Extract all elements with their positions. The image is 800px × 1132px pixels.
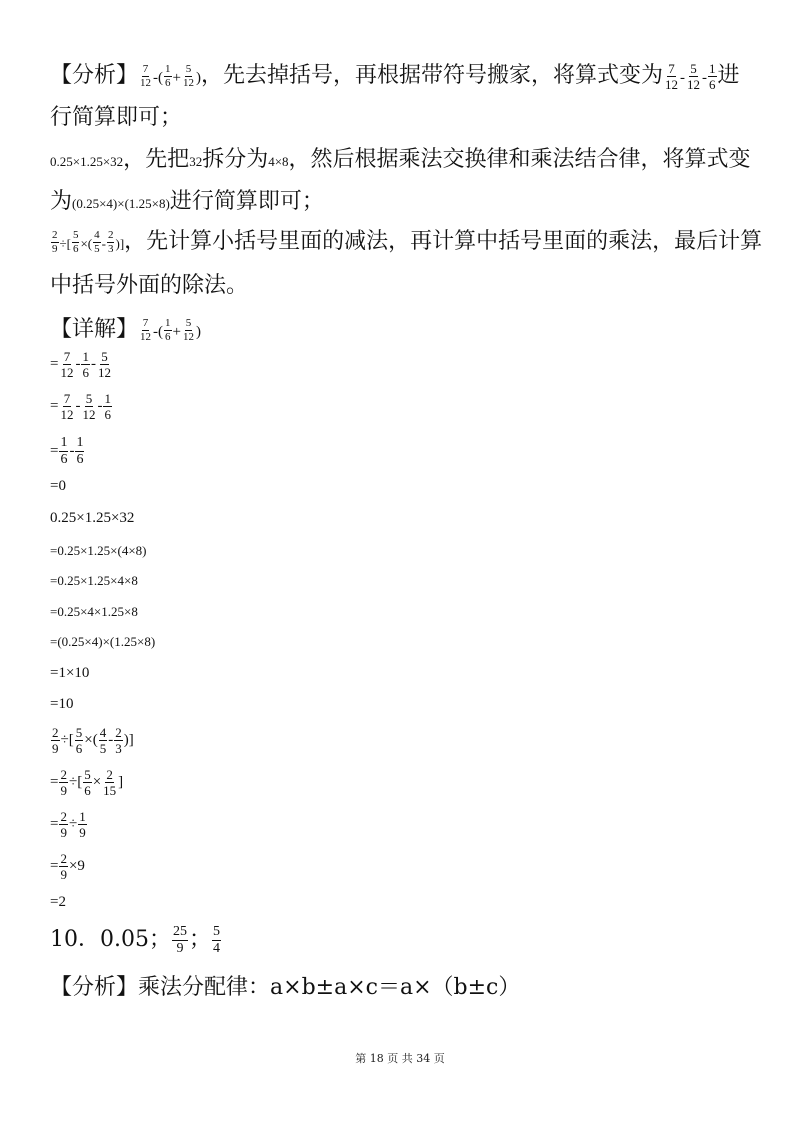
fraction: $\frac{5}{4}$ (213, 923, 220, 956)
step-line: =0.25×1.25×4×8 (50, 573, 138, 588)
fraction: $\frac{2}{9}$ (52, 228, 58, 255)
analysis10-line (50, 970, 520, 1001)
analysis1-text-b: 进 (717, 63, 740, 88)
fraction: $\frac{7}{12}$ (60, 349, 74, 380)
fraction: $\frac{5}{12}$ (182, 316, 194, 343)
step-line: = $\frac{1}{6}$ - $\frac{1}{6}$ (50, 435, 84, 467)
expression: 0.25×1.25×32 (50, 154, 124, 169)
fraction: $\frac{25}{9}$ (172, 923, 187, 956)
analysis1-line1: 【分析】 $\frac{7}{12}$ -( $\frac{1}{6}$ + $\frac{5}{12}$ )，先去掉括号，再根据带符号搬家，将算式变为 $\frac{7}{12}$ - $\frac{5}{12}$ - $\frac{1}{6}$ 进 (50, 60, 740, 92)
analysis-tag: 【分析】 (50, 63, 139, 88)
step-line: = $\frac{7}{12}$ - $\frac{5}{12}$ - $\frac{1}{6}$ (50, 391, 111, 422)
step-line: =0 (50, 478, 66, 494)
analysis3-text-a: ，先计算小括号里面的减法，再计算中括号里面的乘法，最后计算 (124, 229, 763, 254)
fraction: $\frac{2}{9}$ (60, 809, 67, 840)
fraction: $\frac{5}{12}$ (97, 349, 111, 380)
fraction: $\frac{1}{6}$ (709, 60, 716, 92)
analysis1-line2: 行简算即可； (50, 105, 183, 130)
step-line: =2 (50, 894, 66, 910)
fraction: $\frac{2}{9}$ (60, 767, 67, 798)
fraction: $\frac{1}{6}$ (60, 435, 68, 467)
step-line: = $\frac{2}{9}$ ÷ $\frac{1}{9}$ (50, 809, 86, 840)
detail-tag: 【详解】 (50, 317, 139, 342)
step-line: =0.25×1.25×(4×8) (50, 543, 147, 558)
fraction: $\frac{1}{6}$ (104, 391, 111, 422)
fraction: $\frac{1}{9}$ (79, 809, 86, 840)
detail-line: 【详解】 $\frac{7}{12}$ -( $\frac{1}{6}$ + $\frac{5}{12}$ ) (50, 316, 201, 343)
fraction: $\frac{7}{12}$ (140, 62, 152, 89)
fraction: $\frac{5}{12}$ (182, 62, 194, 89)
number-32: 32 (189, 154, 203, 169)
analysis2-text-a: ，先把 (123, 147, 190, 172)
step-line: = $\frac{7}{12}$ - $\frac{1}{6}$ - $\frac{5}{12}$ (50, 349, 111, 380)
fraction: $\frac{4}{5}$ (94, 228, 100, 255)
step-line: $\frac{2}{9}$ ÷[ $\frac{5}{6}$ ×( $\frac{4}{5}$ - $\frac{2}{3}$ )] (52, 725, 134, 756)
answer-separator: ； (188, 927, 211, 952)
fraction: $\frac{7}{12}$ (665, 60, 678, 92)
fraction: $\frac{2}{3}$ (107, 228, 114, 255)
fraction: $\frac{2}{15}$ (103, 767, 117, 798)
fraction: $\frac{2}{3}$ (115, 725, 122, 756)
answer-10-line (50, 922, 222, 956)
analysis2-text-b: 拆分为 (202, 147, 269, 172)
fraction: $\frac{1}{6}$ (165, 316, 171, 343)
step-line: =(0.25×4)×(1.25×8) (50, 634, 156, 649)
analysis10-text: 乘法分配律：a×b±a×c＝a×（b±c） (138, 975, 521, 1000)
fraction: $\frac{1}{6}$ (76, 435, 84, 467)
fraction: $\frac{5}{12}$ (687, 60, 700, 92)
analysis2-line2 (50, 184, 324, 215)
analysis2-text-c: ，然后根据乘法交换律和乘法结合律，将算式变 (288, 147, 751, 172)
fraction: $\frac{1}{6}$ (82, 349, 89, 380)
fraction: $\frac{5}{6}$ (84, 767, 91, 798)
fraction: $\frac{7}{12}$ (140, 316, 152, 343)
analysis3-line2: 中括号外面的除法。 (50, 273, 249, 298)
fraction: $\frac{7}{12}$ (60, 391, 74, 422)
fraction: $\frac{5}{6}$ (75, 725, 83, 756)
analysis1-text-a: ，先去掉括号，再根据带符号搬家，将算式变为 (200, 63, 663, 88)
step-line: =0.25×4×1.25×8 (50, 604, 138, 619)
expression: (0.25×4)×(1.25×8) (72, 196, 170, 211)
fraction: $\frac{2}{9}$ (60, 851, 67, 882)
split-expression: 4×8 (268, 154, 289, 169)
fraction: $\frac{1}{6}$ (165, 62, 171, 89)
analysis-tag: 【分析】 (50, 975, 139, 1000)
page-footer: 第 18 页 共 34 页 (355, 1052, 445, 1065)
step-line: = $\frac{2}{9}$ ×9 (50, 851, 85, 882)
fraction: $\frac{5}{12}$ (82, 391, 96, 422)
step-line: =1×10 (50, 665, 90, 681)
fraction: $\frac{2}{9}$ (52, 725, 59, 756)
analysis2-text-e: 进行简算即可； (169, 189, 324, 214)
analysis2-text-d: 为 (50, 189, 73, 214)
analysis2-line1 (50, 142, 751, 173)
step-line: = $\frac{2}{9}$ ÷[ $\frac{5}{6}$ × $\frac{2}{15}$ ] (50, 767, 124, 798)
answer-10-label: 10．0.05； (50, 927, 171, 952)
fraction: $\frac{5}{6}$ (72, 228, 79, 255)
analysis3-line1: $\frac{2}{9}$ ÷[ $\frac{5}{6}$ ×( $\frac{4}{5}$ - $\frac{2}{3}$ )]，先计算小括号里面的减法，再计算中括号里面的乘法，最后计算 (52, 228, 763, 255)
step-line: =10 (50, 696, 74, 712)
step-line: 0.25×1.25×32 (50, 510, 135, 526)
fraction: $\frac{4}{5}$ (99, 725, 107, 756)
